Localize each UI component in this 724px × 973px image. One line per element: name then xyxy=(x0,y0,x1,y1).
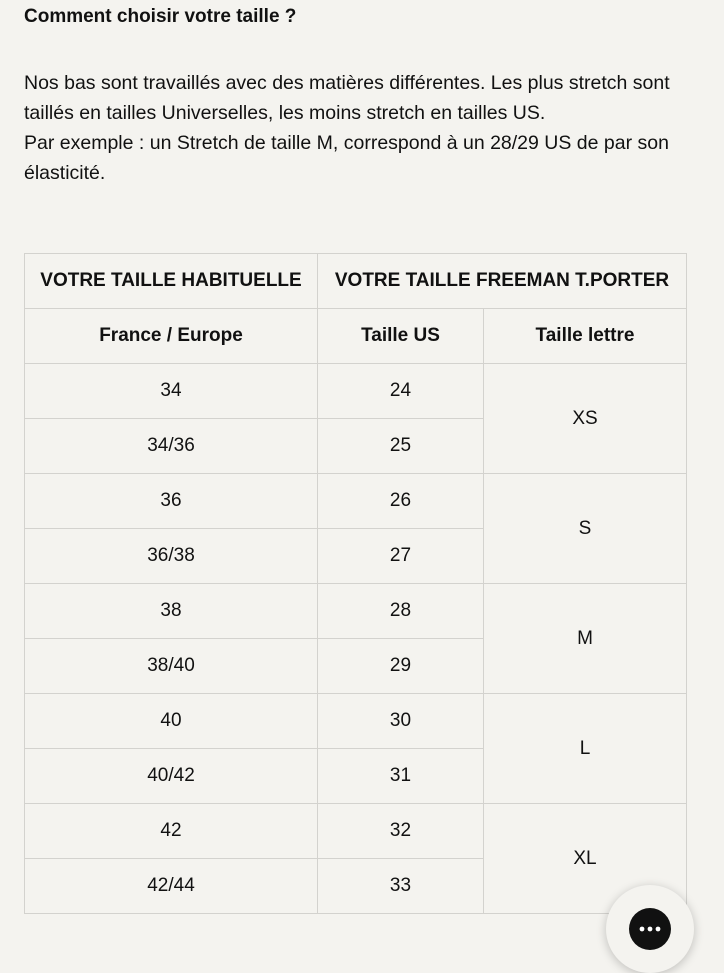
cell-us-size: 29 xyxy=(318,639,484,694)
cell-fr-size: 36/38 xyxy=(25,529,318,584)
chat-ellipsis-icon xyxy=(629,908,671,950)
cell-fr-size: 38/40 xyxy=(25,639,318,694)
table-row xyxy=(25,364,687,419)
cell-us-size: 24 xyxy=(318,364,484,419)
intro-paragraph-2: Par exemple : un Stretch de taille M, correspond à un 28/29 US de par son élasticité. xyxy=(24,132,669,184)
cell-us-size: 32 xyxy=(318,804,484,859)
size-chart-table xyxy=(24,253,687,914)
cell-fr-size: 42/44 xyxy=(25,859,318,914)
cell-letter-size: S xyxy=(484,474,687,584)
cell-fr-size: 34 xyxy=(25,364,318,419)
header-usual-size: VOTRE TAILLE HABITUELLE xyxy=(25,254,318,309)
cell-letter-size: XL xyxy=(484,804,687,914)
cell-fr-size: 40 xyxy=(25,694,318,749)
intro-paragraph-1: Nos bas sont travaillés avec des matières différentes. Les plus stretch sont taillés en tailles Universelles, les moins stretch en tailles US. xyxy=(24,72,670,124)
cell-fr-size: 40/42 xyxy=(25,749,318,804)
column-header-us-size: Taille US xyxy=(318,309,484,364)
header-freeman-size: VOTRE TAILLE FREEMAN T.PORTER xyxy=(318,254,687,309)
cell-fr-size: 34/36 xyxy=(25,419,318,474)
cell-letter-size: XS xyxy=(484,364,687,474)
cell-us-size: 25 xyxy=(318,419,484,474)
page-title: Comment choisir votre taille ? xyxy=(24,6,297,27)
cell-us-size: 30 xyxy=(318,694,484,749)
cell-us-size: 33 xyxy=(318,859,484,914)
table-row xyxy=(25,584,687,639)
cell-us-size: 31 xyxy=(318,749,484,804)
ellipsis-dots xyxy=(637,925,663,933)
table-row xyxy=(25,474,687,529)
table-group-header-row xyxy=(25,254,687,309)
cell-us-size: 27 xyxy=(318,529,484,584)
chat-launcher-button[interactable] xyxy=(606,885,694,973)
table-row xyxy=(25,694,687,749)
cell-letter-size: L xyxy=(484,694,687,804)
cell-us-size: 28 xyxy=(318,584,484,639)
cell-fr-size: 36 xyxy=(25,474,318,529)
cell-fr-size: 38 xyxy=(25,584,318,639)
cell-fr-size: 42 xyxy=(25,804,318,859)
table-row xyxy=(25,804,687,859)
table-column-header-row xyxy=(25,309,687,364)
column-header-france-europe: France / Europe xyxy=(25,309,318,364)
intro-text xyxy=(24,68,692,188)
column-header-letter-size: Taille lettre xyxy=(484,309,687,364)
cell-letter-size: M xyxy=(484,584,687,694)
cell-us-size: 26 xyxy=(318,474,484,529)
